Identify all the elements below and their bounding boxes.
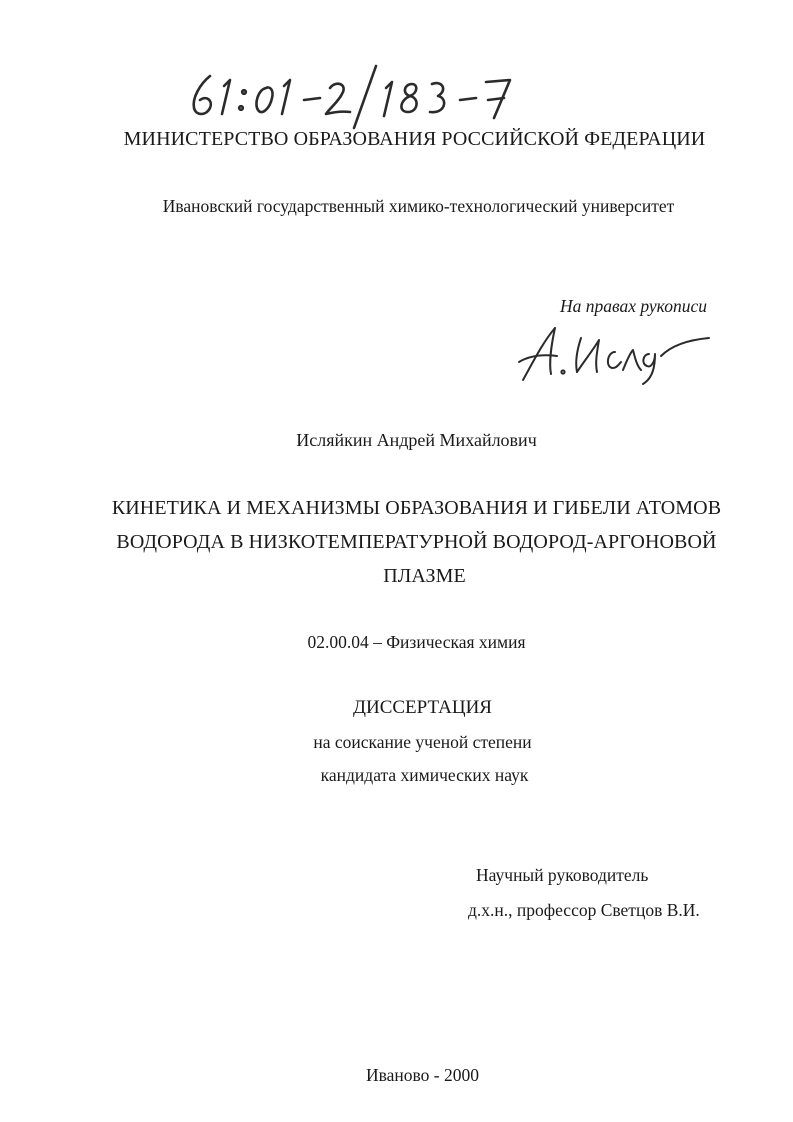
city-and-year: Иваново - 2000 (365, 1065, 480, 1085)
degree-line-1: на соискание ученой степени (313, 732, 532, 752)
manuscript-rights-note: На правах рукописи (560, 296, 707, 316)
degree-line-2: кандидата химических наук (320, 765, 529, 785)
supervisor-name: д.х.н., профессор Светцов В.И. (468, 900, 700, 920)
supervisor-label: Научный руководитель (476, 865, 649, 885)
document-type: ДИССЕРТАЦИЯ (353, 697, 492, 718)
dissertation-title-line-3: ПЛАЗМЕ (383, 565, 466, 587)
ministry-header: МИНИСТЕРСТВО ОБРАЗОВАНИЯ РОССИЙСКОЙ ФЕДЕРАЦИИ (123, 128, 706, 150)
handwritten-archive-code (180, 62, 560, 132)
specialty-code: 02.00.04 – Физическая химия (307, 632, 526, 652)
dissertation-title-line-1: КИНЕТИКА И МЕХАНИЗМЫ ОБРАЗОВАНИЯ И ГИБЕЛИ АТОМОВ (111, 497, 722, 519)
author-signature (515, 322, 715, 386)
university-name: Ивановский государственный химико-технологический университет (162, 196, 675, 216)
dissertation-title-line-2: ВОДОРОДА В НИЗКОТЕМПЕРАТУРНОЙ ВОДОРОД-АРГОНОВОЙ (116, 531, 717, 553)
author-name: Исляйкин Андрей Михайлович (296, 430, 537, 450)
